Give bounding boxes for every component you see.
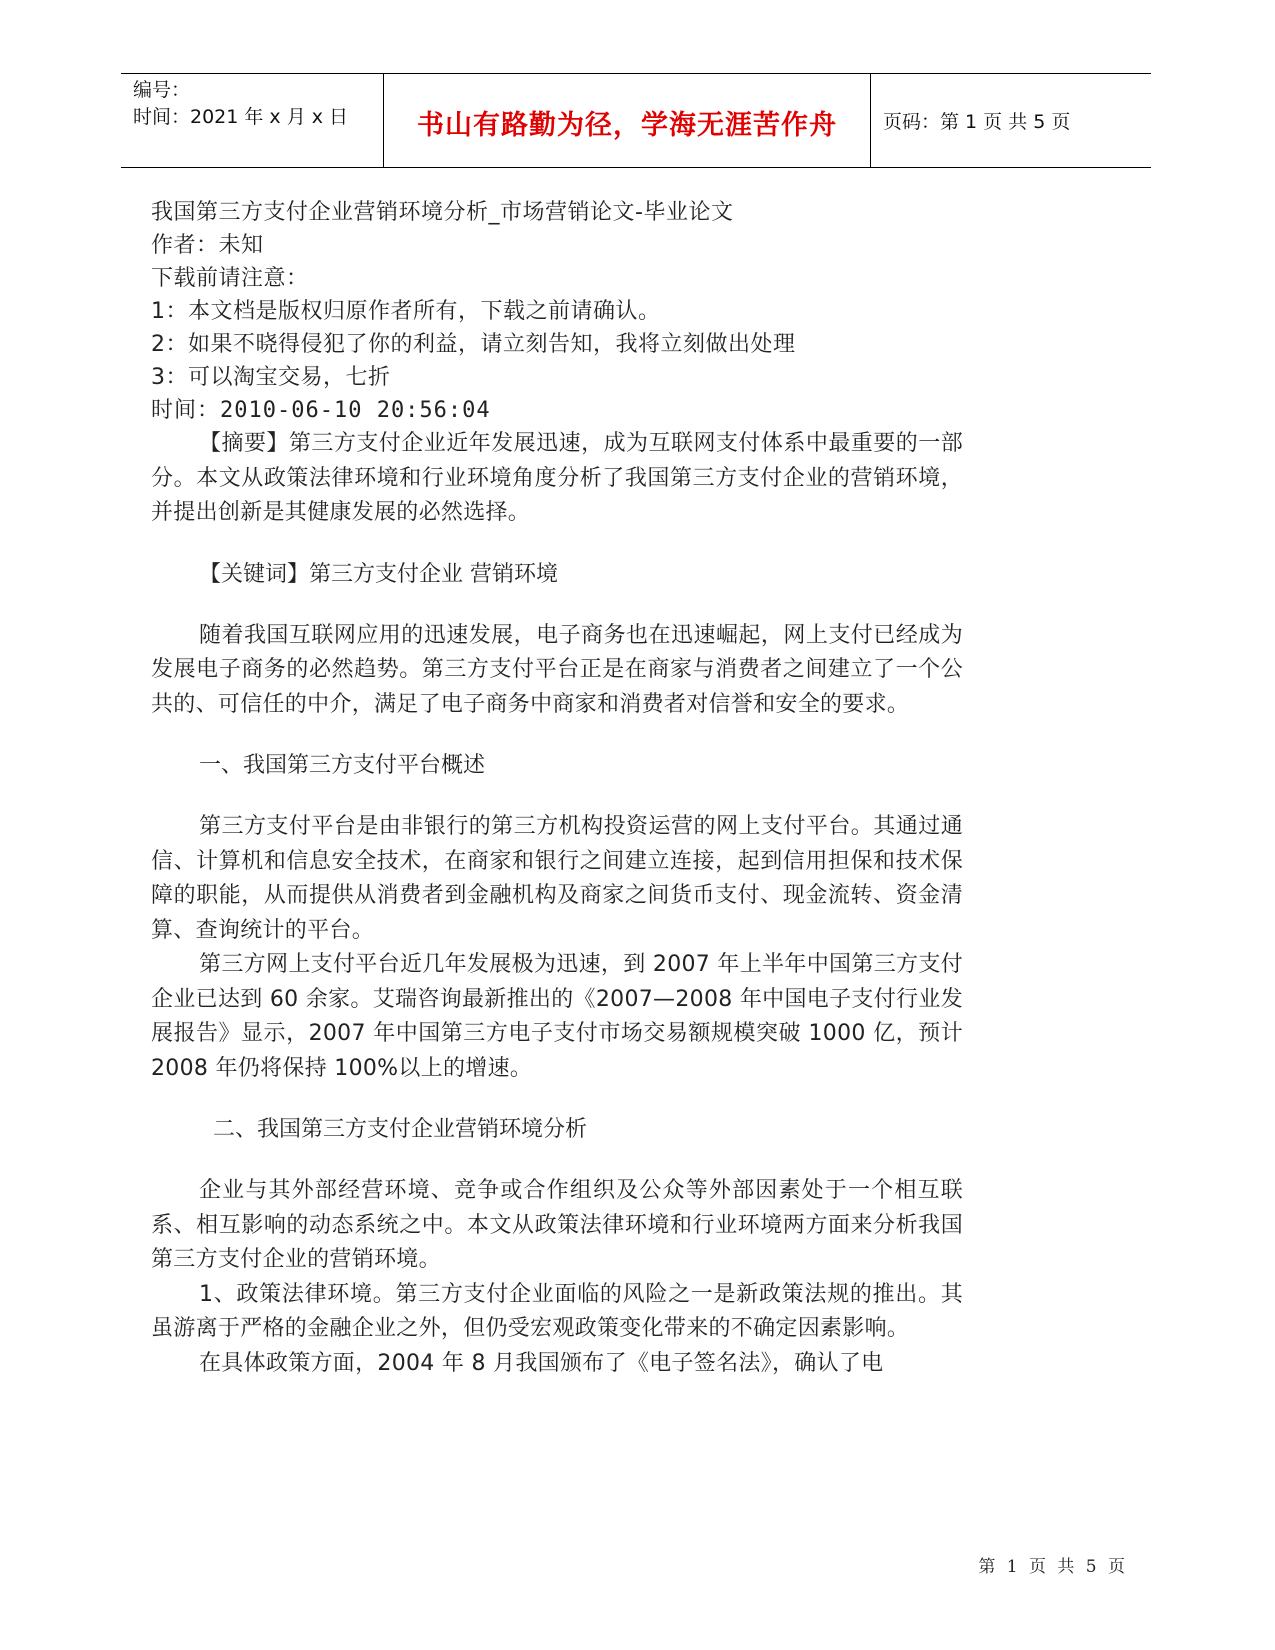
notice-title: 下载前请注意： <box>151 266 309 291</box>
notice-item-3: 3：可以淘宝交易，七折 <box>151 365 391 390</box>
keywords-line: 【关键词】第三方支付企业 营销环境 <box>199 561 558 587</box>
page-footer: 第 1 页 共 5 页 <box>978 1557 1128 1577</box>
section-1-heading: 一、我国第三方支付平台概述 <box>199 753 486 778</box>
document-number-label: 编号： <box>133 79 191 101</box>
document-title: 我国第三方支付企业营销环境分析_市场营销论文-毕业论文 <box>151 200 734 225</box>
document-time: 时间：2010-06-10 20:56:04 <box>151 398 491 423</box>
header-left-cell <box>121 74 384 167</box>
notice-item-2: 2：如果不晓得侵犯了你的利益，请立刻告知，我将立刻做出处理 <box>151 332 796 357</box>
header-page-info: 页码：第 1 页 共 5 页 <box>883 111 1071 133</box>
page-header-table <box>121 73 1151 168</box>
section-2-paragraph-2: 1、政策法律环境。第三方支付企业面临的风险之一是新政策法规的推出。其虽游离于严格的金融企业之外，但仍受宏观政策变化带来的不确定因素影响。 <box>151 1281 963 1341</box>
section-2-paragraph-3: 在具体政策方面，2004 年 8 月我国颁布了《电子签名法》，确认了电 <box>199 1350 884 1376</box>
document-author: 作者：未知 <box>151 233 264 258</box>
section-2-paragraph-1: 企业与其外部经营环境、竞争或合作组织及公众等外部因素处于一个相互联系、相互影响的动态系统之中。本文从政策法律环境和行业环境两方面来分析我国第三方支付企业的营销环境。 <box>151 1178 963 1272</box>
document-body <box>151 196 963 1381</box>
header-motto-cell <box>384 74 871 167</box>
document-time-label: 时间：2021 年 x 月 x 日 <box>133 106 349 128</box>
section-1-paragraph-1: 第三方支付平台是由非银行的第三方机构投资运营的网上支付平台。其通过通信、计算机和信息安全技术，在商家和银行之间建立连接，起到信用担保和技术保障的职能，从而提供从消费者到金融机构及商家之间货币支付、现金流转、资金清算、查询统计的平台。 <box>151 814 963 943</box>
intro-paragraph: 随着我国互联网应用的迅速发展，电子商务也在迅速崛起，网上支付已经成为发展电子商务的必然趋势。第三方支付平台正是在商家与消费者之间建立了一个公共的、可信任的中介，满足了电子商务中商家和消费者对信誉和安全的要求。 <box>151 622 963 717</box>
section-1-paragraph-2: 第三方网上支付平台近几年发展极为迅速，到 2007 年上半年中国第三方支付企业已达到 60 余家。艾瑞咨询最新推出的《2007—2008 年中国电子支付行业发展报告》显示，2007 年中国第三方电子支付市场交易额规模突破 1000 亿，预计 2008 年仍将保持 100%以上的增速。 <box>151 952 963 1081</box>
section-2-heading: 二、我国第三方支付企业营销环境分析 <box>213 1117 588 1142</box>
notice-item-1: 1：本文档是版权归原作者所有，下载之前请确认。 <box>151 299 661 324</box>
header-motto: 书山有路勤为径，学海无涯苦作舟 <box>417 110 837 141</box>
abstract-paragraph: 【摘要】第三方支付企业近年发展迅速，成为互联网支付体系中最重要的一部分。本文从政策法律环境和行业环境角度分析了我国第三方支付企业的营销环境，并提出创新是其健康发展的必然选择。 <box>151 431 963 525</box>
header-page-cell <box>871 74 1151 167</box>
